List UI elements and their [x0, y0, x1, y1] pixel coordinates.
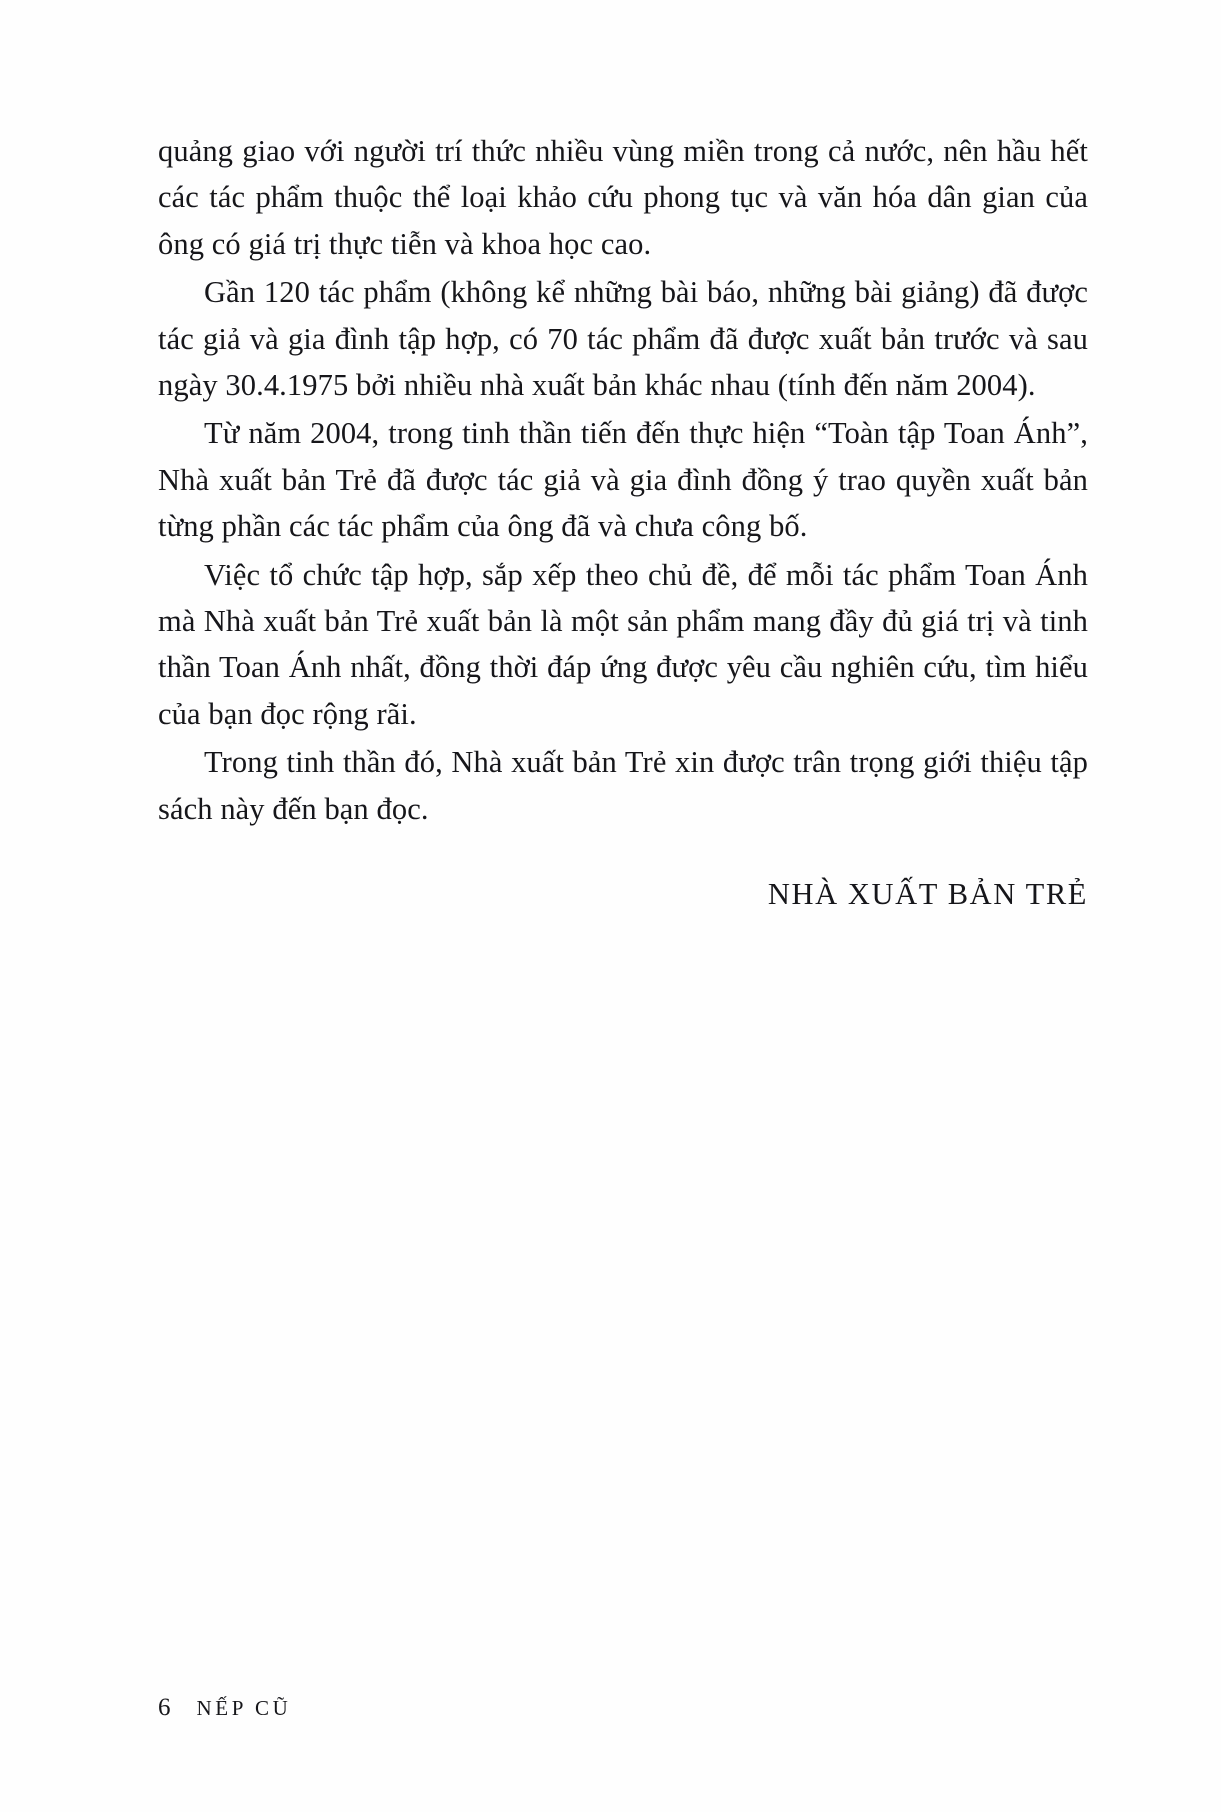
paragraph-4: Việc tổ chức tập hợp, sắp xếp theo chủ đề, để mỗi tác phẩm Toan Ánh mà Nhà xuất bản Trẻ xuất bản là một sản phẩm mang đầy đủ giá trị và tinh thần Toan Ánh nhất, đồng thời đáp ứng được yêu cầu nghiên cứu, tìm hiểu của bạn đọc rộng rãi. [158, 557, 1088, 731]
publisher-signature: NHÀ XUẤT BẢN TRẺ [767, 876, 1088, 911]
paragraph-5: Trong tinh thần đó, Nhà xuất bản Trẻ xin được trân trọng giới thiệu tập sách này đến bạn đọc. [158, 745, 1088, 826]
body-text-column [158, 128, 1088, 918]
paragraph-1: quảng giao với người trí thức nhiều vùng miền trong cả nước, nên hầu hết các tác phẩm thuộc thể loại khảo cứu phong tục và văn hóa dân gian của ông có giá trị thực tiễn và khoa học cao. [158, 134, 1088, 261]
page-number: 6 [158, 1694, 171, 1721]
paragraph-3: Từ năm 2004, trong tinh thần tiến đến thực hiện “Toàn tập Toan Ánh”, Nhà xuất bản Trẻ đã được tác giả và gia đình đồng ý trao quyền xuất bản từng phần các tác phẩm của ông đã và chưa công bố. [158, 416, 1088, 544]
paragraph-2: Gần 120 tác phẩm (không kể những bài báo, những bài giảng) đã được tác giả và gia đình tập hợp, có 70 tác phẩm đã được xuất bản trước và sau ngày 30.4.1975 bởi nhiều nhà xuất bản khác nhau (tính đến năm 2004). [158, 275, 1088, 402]
page-footer [158, 1694, 291, 1722]
running-title: NẾP CŨ [196, 1696, 292, 1720]
